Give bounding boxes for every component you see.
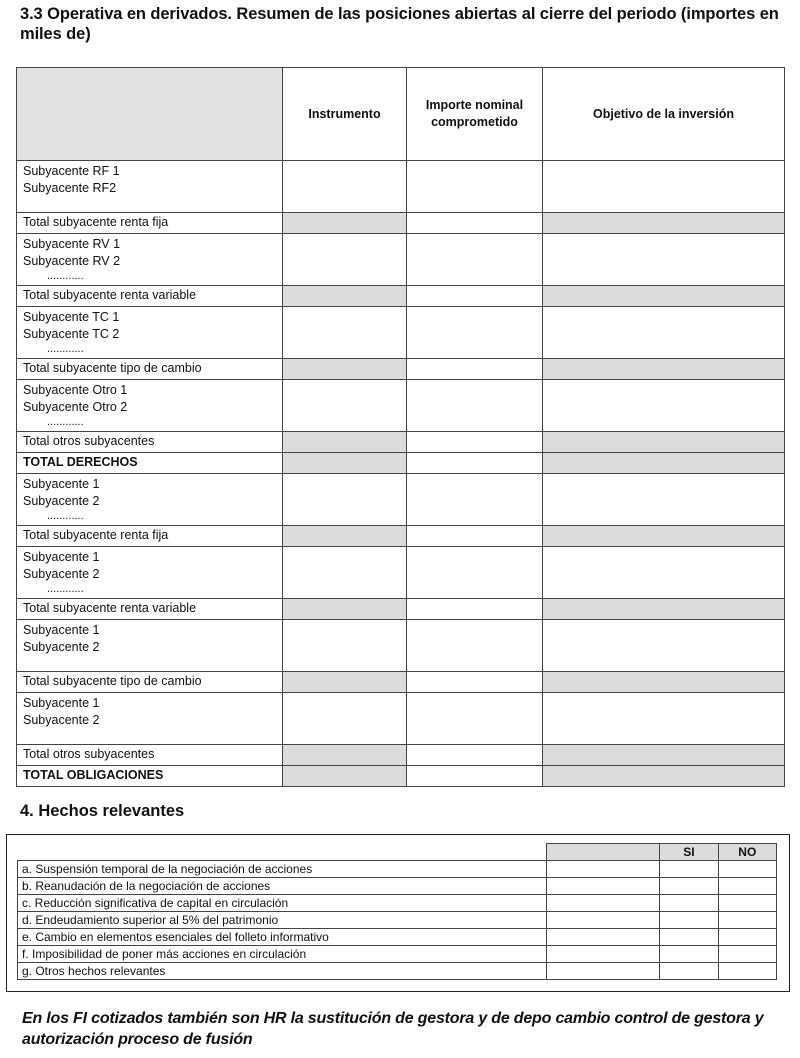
underlying-label: Subyacente 2: [23, 640, 100, 654]
hr-value-cell: [547, 895, 660, 912]
hr-item-label: b. Reanudación de la negociación de acciones: [18, 878, 547, 895]
value-cell: [407, 672, 543, 693]
total-row: [17, 599, 785, 620]
underlying-label: Subyacente Otro 1: [23, 383, 128, 397]
value-cell: [543, 693, 785, 745]
value-cell: [283, 672, 407, 693]
value-cell: [283, 234, 407, 286]
underlying-label: Subyacente 2: [23, 567, 100, 581]
value-cell: [543, 359, 785, 380]
underlying-label: Subyacente RV 1: [23, 237, 121, 251]
table-row: [17, 547, 785, 599]
value-cell: [283, 380, 407, 432]
hr-row: [18, 963, 777, 980]
hr-si-cell: [660, 946, 718, 963]
hr-item-label: a. Suspensión temporal de la negociación de acciones: [18, 861, 547, 878]
total-label: Total subyacente renta variable: [17, 286, 283, 307]
hr-row: [18, 861, 777, 878]
value-cell: [283, 693, 407, 745]
value-cell: [543, 745, 785, 766]
hr-header-gray: [547, 844, 660, 861]
table-row: [17, 307, 785, 359]
underlying-label: Subyacente 2: [23, 713, 100, 727]
hr-header-row: [18, 844, 777, 861]
value-cell: [283, 161, 407, 213]
total-label: Total otros subyacentes: [17, 745, 283, 766]
value-cell: [543, 474, 785, 526]
value-cell: [407, 213, 543, 234]
row-label: [17, 234, 283, 286]
row-label: [17, 474, 283, 526]
grand-total-row: [17, 766, 785, 787]
value-cell: [283, 526, 407, 547]
underlying-label: Subyacente 1: [23, 696, 100, 710]
ellipsis-dots: ............: [47, 510, 84, 522]
hr-header-no: NO: [718, 844, 776, 861]
hr-value-cell: [547, 912, 660, 929]
value-cell: [407, 620, 543, 672]
hr-header-blank: [18, 844, 547, 861]
value-cell: [543, 432, 785, 453]
header-blank: [17, 68, 283, 161]
value-cell: [283, 432, 407, 453]
value-cell: [283, 766, 407, 787]
value-cell: [543, 453, 785, 474]
hr-no-cell: [718, 929, 776, 946]
section-4-title: 4. Hechos relevantes: [20, 802, 185, 820]
hr-si-cell: [660, 861, 718, 878]
derivatives-header-row: [17, 68, 785, 161]
value-cell: [283, 213, 407, 234]
table-row: [17, 620, 785, 672]
hr-item-label: d. Endeudamiento superior al 5% del patrimonio: [18, 912, 547, 929]
hr-si-cell: [660, 912, 718, 929]
hr-row: [18, 912, 777, 929]
value-cell: [543, 234, 785, 286]
row-label: [17, 307, 283, 359]
value-cell: [407, 359, 543, 380]
value-cell: [283, 359, 407, 380]
value-cell: [407, 286, 543, 307]
value-cell: [283, 453, 407, 474]
ellipsis-dots: ............: [47, 343, 84, 355]
hr-row: [18, 895, 777, 912]
table-row: [17, 380, 785, 432]
hr-item-label: g. Otros hechos relevantes: [18, 963, 547, 980]
table-row: [17, 693, 785, 745]
total-row: [17, 286, 785, 307]
total-label: Total subyacente renta fija: [17, 526, 283, 547]
value-cell: [283, 547, 407, 599]
section-3-3-title: 3.3 Operativa en derivados. Resumen de las posiciones abiertas al cierre del periodo (importes en miles de): [20, 5, 779, 43]
total-row: [17, 432, 785, 453]
value-cell: [543, 526, 785, 547]
hr-si-cell: [660, 895, 718, 912]
hr-row: [18, 946, 777, 963]
value-cell: [407, 453, 543, 474]
value-cell: [407, 234, 543, 286]
value-cell: [543, 672, 785, 693]
hr-header-si: SI: [660, 844, 718, 861]
derivatives-table: [16, 67, 785, 787]
total-label: Total subyacente renta fija: [17, 213, 283, 234]
value-cell: [283, 599, 407, 620]
header-objetivo: Objetivo de la inversión: [543, 68, 785, 161]
hr-item-label: e. Cambio en elementos esenciales del folleto informativo: [18, 929, 547, 946]
underlying-label: Subyacente 2: [23, 494, 100, 508]
total-label: Total otros subyacentes: [17, 432, 283, 453]
underlying-label: Subyacente RF2: [23, 181, 117, 195]
value-cell: [283, 620, 407, 672]
hr-row: [18, 878, 777, 895]
value-cell: [407, 526, 543, 547]
underlying-label: Subyacente Otro 2: [23, 400, 128, 414]
value-cell: [407, 693, 543, 745]
hechos-relevantes-table: [17, 843, 777, 980]
value-cell: [283, 307, 407, 359]
value-cell: [543, 307, 785, 359]
value-cell: [543, 599, 785, 620]
value-cell: [543, 766, 785, 787]
value-cell: [407, 474, 543, 526]
hr-value-cell: [547, 861, 660, 878]
value-cell: [543, 620, 785, 672]
value-cell: [407, 547, 543, 599]
hr-no-cell: [718, 895, 776, 912]
value-cell: [407, 380, 543, 432]
hr-value-cell: [547, 963, 660, 980]
total-label: Total subyacente tipo de cambio: [17, 672, 283, 693]
footnote: En los FI cotizados también son HR la sustitución de gestora y de depo cambio control de gestora y autorización proceso de fusión: [22, 1010, 764, 1048]
value-cell: [543, 161, 785, 213]
row-label: [17, 547, 283, 599]
value-cell: [543, 380, 785, 432]
hr-no-cell: [718, 946, 776, 963]
ellipsis-dots: ............: [47, 270, 84, 282]
value-cell: [407, 307, 543, 359]
total-row: [17, 745, 785, 766]
hr-row: [18, 929, 777, 946]
value-cell: [543, 547, 785, 599]
header-instrumento: Instrumento: [283, 68, 407, 161]
hr-value-cell: [547, 878, 660, 895]
value-cell: [283, 745, 407, 766]
hr-si-cell: [660, 963, 718, 980]
underlying-label: Subyacente TC 2: [23, 327, 120, 341]
underlying-label: Subyacente RV 2: [23, 254, 121, 268]
row-label: [17, 693, 283, 745]
value-cell: [543, 213, 785, 234]
underlying-label: Subyacente 1: [23, 623, 100, 637]
hr-no-cell: [718, 861, 776, 878]
hr-value-cell: [547, 946, 660, 963]
total-row: [17, 359, 785, 380]
table-row: [17, 161, 785, 213]
total-label: Total subyacente tipo de cambio: [17, 359, 283, 380]
value-cell: [407, 161, 543, 213]
value-cell: [407, 599, 543, 620]
total-label: TOTAL DERECHOS: [17, 453, 283, 474]
hr-item-label: f. Imposibilidad de poner más acciones en circulación: [18, 946, 547, 963]
row-label: [17, 161, 283, 213]
row-label: [17, 380, 283, 432]
hr-no-cell: [718, 963, 776, 980]
table-row: [17, 474, 785, 526]
total-label: Total subyacente renta variable: [17, 599, 283, 620]
underlying-label: Subyacente 1: [23, 550, 100, 564]
total-row: [17, 526, 785, 547]
hr-no-cell: [718, 912, 776, 929]
hr-si-cell: [660, 878, 718, 895]
header-importe-nominal: Importe nominal comprometido: [407, 68, 543, 161]
grand-total-row: [17, 453, 785, 474]
total-row: [17, 672, 785, 693]
value-cell: [407, 432, 543, 453]
value-cell: [283, 286, 407, 307]
underlying-label: Subyacente 1: [23, 477, 100, 491]
total-label: TOTAL OBLIGACIONES: [17, 766, 283, 787]
hr-item-label: c. Reducción significativa de capital en circulación: [18, 895, 547, 912]
value-cell: [543, 286, 785, 307]
row-label: [17, 620, 283, 672]
value-cell: [407, 766, 543, 787]
hr-si-cell: [660, 929, 718, 946]
underlying-label: Subyacente RF 1: [23, 164, 120, 178]
underlying-label: Subyacente TC 1: [23, 310, 120, 324]
value-cell: [407, 745, 543, 766]
table-row: [17, 234, 785, 286]
hr-no-cell: [718, 878, 776, 895]
hechos-relevantes-box: [6, 834, 790, 992]
hr-value-cell: [547, 929, 660, 946]
total-row: [17, 213, 785, 234]
value-cell: [283, 474, 407, 526]
ellipsis-dots: ............: [47, 416, 84, 428]
ellipsis-dots: ............: [47, 583, 84, 595]
